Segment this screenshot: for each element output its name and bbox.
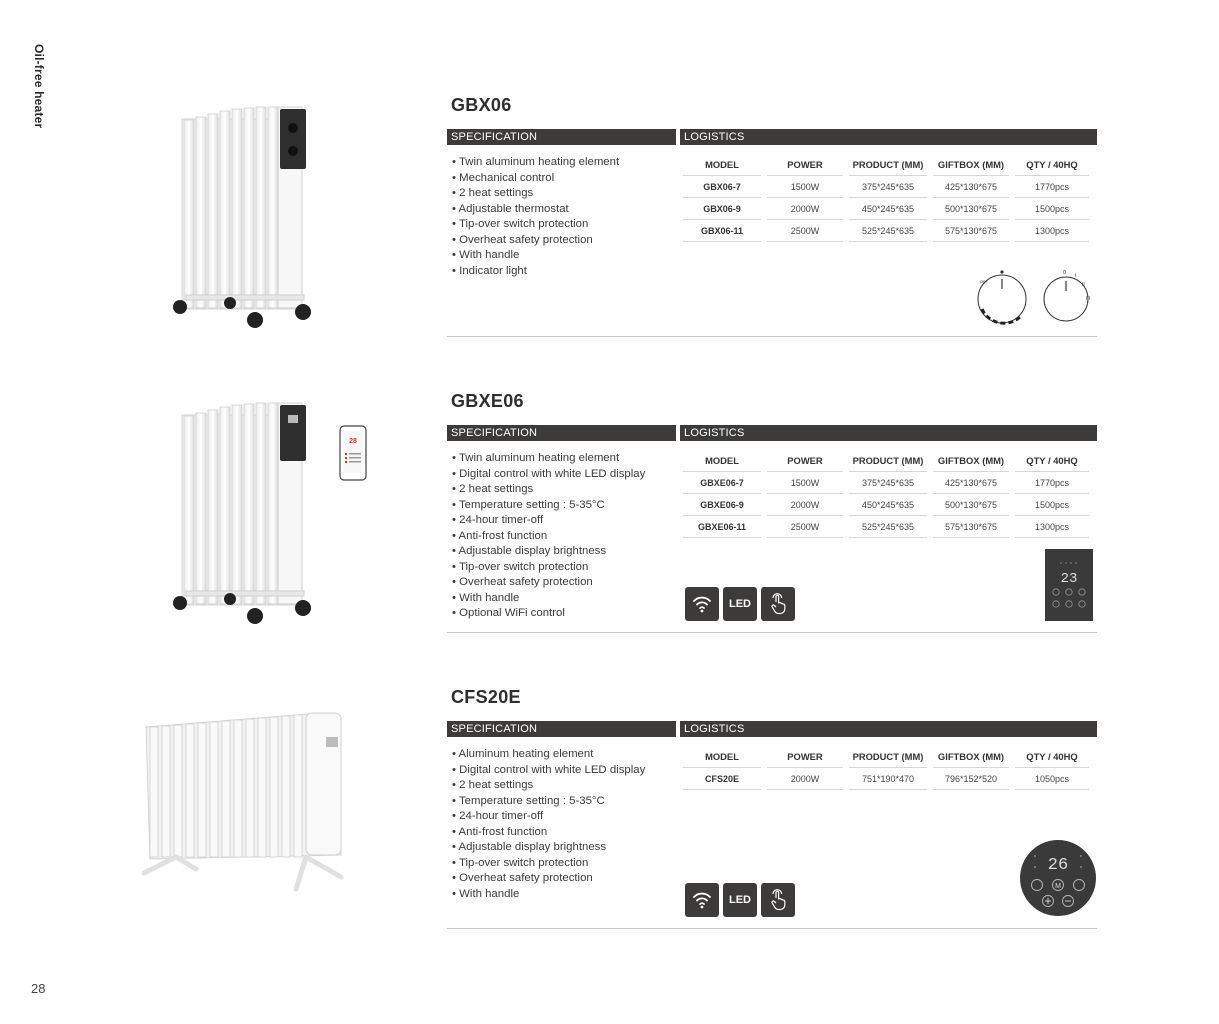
feature-item: • Mechanical control [452,171,619,187]
section-divider [447,928,1097,929]
feature-list [452,155,619,279]
feature-item: • Anti-frost function [452,825,645,841]
header-giftbox: GIFTBOX (MM) [933,751,1009,768]
gbx06-heater-image [160,95,330,335]
feature-item: • Digital control with white LED display [452,467,645,483]
wifi-icon [685,883,719,917]
cell-giftbox: 500*130*675 [933,198,1009,220]
led-badge: LED [723,883,757,917]
feature-item: • Temperature setting : 5-35°C [452,498,645,514]
cell-giftbox: 500*130*675 [933,494,1009,516]
header-power: POWER [767,159,843,176]
feature-item: • With handle [452,887,645,903]
cell-product: 450*245*635 [849,494,927,516]
feature-item: • Twin aluminum heating element [452,155,619,171]
page-number: 28 [31,981,46,996]
cell-power: 2000W [767,198,843,220]
header-model: MODEL [683,455,761,472]
thermostat-knob-icon [972,269,1032,329]
feature-item: • 2 heat settings [452,186,619,202]
feature-item: • Optional WiFi control [452,606,645,622]
logistics-bar: LOGISTICS [680,425,1097,441]
header-qty: QTY / 40HQ [1015,455,1089,472]
panel-temperature: 26 [1047,856,1069,875]
feature-item: • Adjustable thermostat [452,202,619,218]
table-row [683,198,1089,220]
cfs20e-heater-image [136,707,351,897]
digital-control-panel-image [1045,549,1093,621]
knob-label: II [1082,282,1085,288]
cell-power: 1500W [767,472,843,494]
cell-power: 1500W [767,176,843,198]
knob-label: I [1075,273,1077,279]
cell-product: 751*190*470 [849,768,927,790]
cell-giftbox: 425*130*675 [933,472,1009,494]
feature-item: • Digital control with white LED display [452,763,645,779]
feature-list [452,451,645,622]
round-control-panel-image [1019,839,1097,917]
feature-item: • 2 heat settings [452,482,645,498]
svg-text:OFF: OFF [980,279,988,284]
cell-qty: 1770pcs [1015,176,1089,198]
cell-giftbox: 575*130*675 [933,220,1009,242]
panel-temperature: 23 [1060,571,1078,587]
cell-qty: 1500pcs [1015,198,1089,220]
header-model: MODEL [683,159,761,176]
model-title: CFS20E [451,687,521,707]
header-giftbox: GIFTBOX (MM) [933,455,1009,472]
table-row [683,516,1089,538]
side-title-text: Oil-free heater [32,44,46,129]
heat-setting-knob-icon [1040,269,1100,329]
cell-qty: 1050pcs [1015,768,1089,790]
logistics-bar: LOGISTICS [680,721,1097,737]
cell-qty: 1500pcs [1015,494,1089,516]
cell-product: 375*245*635 [849,176,927,198]
cell-qty: 1300pcs [1015,516,1089,538]
model-title: GBXE06 [451,391,524,411]
cell-power: 2000W [767,494,843,516]
feature-item: • 24-hour timer-off [452,513,645,529]
feature-item: • Tip-over switch protection [452,560,645,576]
table-row [683,472,1089,494]
cell-model: GBXE06-7 [683,472,761,494]
product-section-gbx06 [0,95,1219,385]
cell-qty: 1770pcs [1015,472,1089,494]
cell-product: 375*245*635 [849,472,927,494]
table-row [683,494,1089,516]
cell-model: GBXE06-11 [683,516,761,538]
feature-item: • 2 heat settings [452,778,645,794]
led-badge: LED [723,587,757,621]
header-product: PRODUCT (MM) [849,159,927,176]
feature-item: • Tip-over switch protection [452,217,619,233]
section-divider [447,632,1097,633]
model-title: GBX06 [451,95,512,115]
table-row [683,176,1089,198]
product-section-cfs20e [0,687,1219,977]
cell-model: GBX06-11 [683,220,761,242]
feature-item: • 24-hour timer-off [452,809,645,825]
gbxe06-heater-image [160,391,330,631]
cell-product: 450*245*635 [849,198,927,220]
cell-giftbox: 425*130*675 [933,176,1009,198]
feature-item: • Overheat safety protection [452,575,645,591]
header-qty: QTY / 40HQ [1015,159,1089,176]
logistics-table [683,751,1089,790]
feature-item: • Temperature setting : 5-35°C [452,794,645,810]
feature-item: • With handle [452,591,645,607]
feature-item: • Overheat safety protection [452,871,645,887]
header-model: MODEL [683,751,761,768]
cell-power: 2000W [767,768,843,790]
feature-item: • Twin aluminum heating element [452,451,645,467]
feature-item: • Overheat safety protection [452,233,619,249]
section-divider [447,336,1097,337]
logistics-table [683,159,1089,242]
knob-label: III [1086,296,1091,302]
specification-bar: SPECIFICATION [447,129,676,145]
header-product: PRODUCT (MM) [849,751,927,768]
feature-item: • Tip-over switch protection [452,856,645,872]
panel-mode-button-label: M [1055,883,1061,890]
cell-product: 525*245*635 [849,220,927,242]
specification-bar: SPECIFICATION [447,721,676,737]
phone-temperature: 28 [349,438,357,445]
feature-item: • Indicator light [452,264,619,280]
logistics-bar: LOGISTICS [680,129,1097,145]
logistics-table [683,455,1089,538]
feature-item: • Anti-frost function [452,529,645,545]
product-section-gbxe06 [0,391,1219,681]
header-product: PRODUCT (MM) [849,455,927,472]
feature-item: • Adjustable display brightness [452,840,645,856]
feature-item: • Adjustable display brightness [452,544,645,560]
cell-giftbox: 575*130*675 [933,516,1009,538]
header-power: POWER [767,751,843,768]
feature-list [452,747,645,902]
header-power: POWER [767,455,843,472]
cell-giftbox: 796*152*520 [933,768,1009,790]
smartphone-app-image [339,425,367,481]
cell-product: 525*245*635 [849,516,927,538]
feature-item: • Aluminum heating element [452,747,645,763]
wifi-icon [685,587,719,621]
cell-power: 2500W [767,220,843,242]
table-row [683,220,1089,242]
cell-model: CFS20E [683,768,761,790]
cell-power: 2500W [767,516,843,538]
feature-item: • With handle [452,248,619,264]
header-qty: QTY / 40HQ [1015,751,1089,768]
cell-model: GBXE06-9 [683,494,761,516]
touch-icon [761,587,795,621]
header-giftbox: GIFTBOX (MM) [933,159,1009,176]
specification-bar: SPECIFICATION [447,425,676,441]
cell-qty: 1300pcs [1015,220,1089,242]
touch-icon [761,883,795,917]
cell-model: GBX06-7 [683,176,761,198]
knob-label: 0 [1063,270,1066,276]
table-row [683,768,1089,790]
cell-model: GBX06-9 [683,198,761,220]
